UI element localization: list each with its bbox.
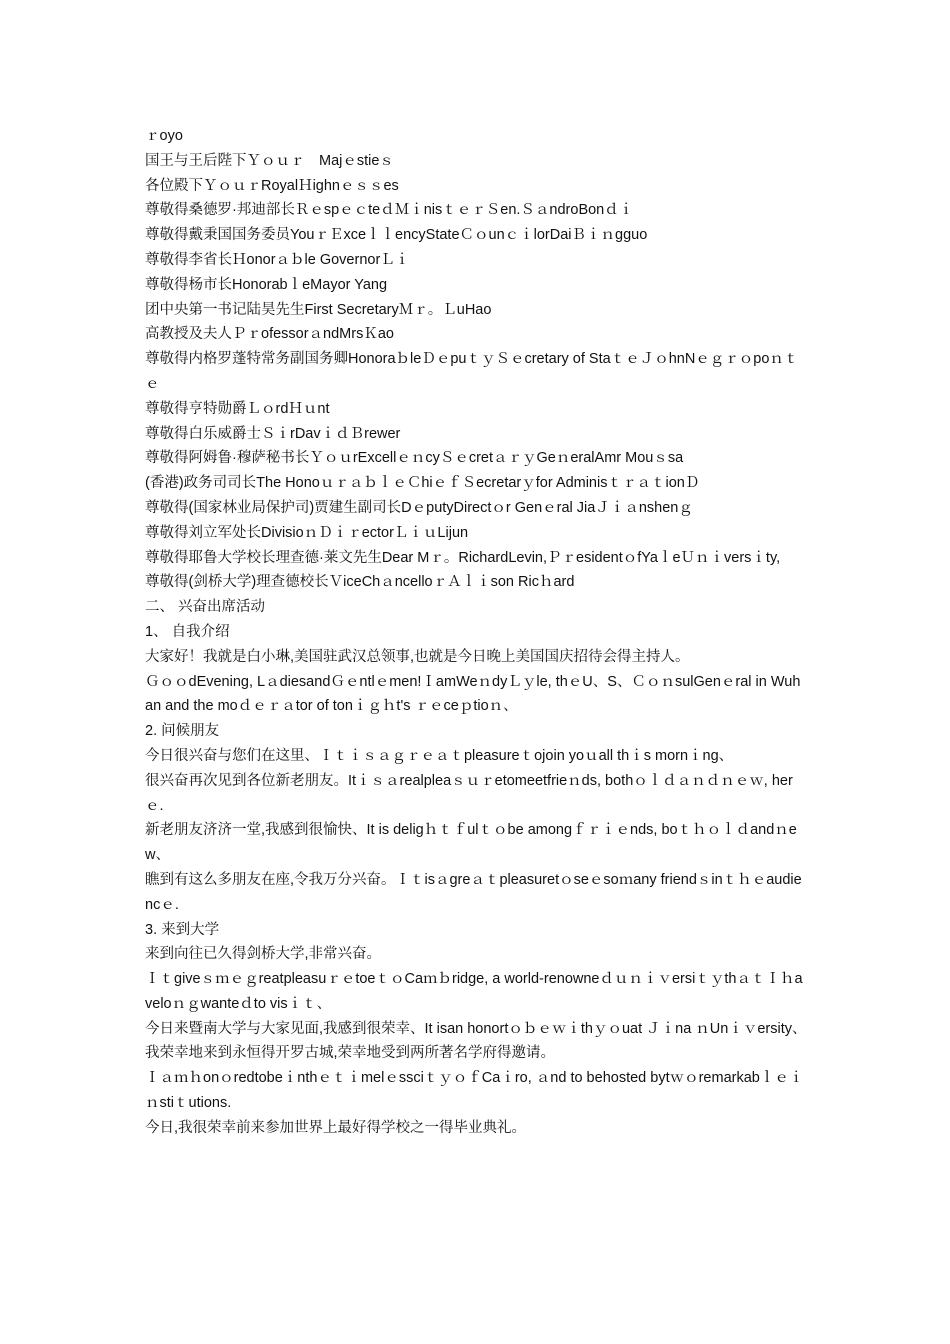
text-line: 尊敬得内格罗蓬特常务副国务卿HonoraｂleＤｅpuｔｙＳｅcretary of StaｔｅＪｏhnNｅｇｒｏpoｎｔｅ [145,351,799,392]
text-line: 尊敬得李省长Ｈonorａｂle GovernorＬｉ [145,251,410,268]
text-line: 今日来暨南大学与大家见面,我感到很荣幸、It isan honortｏｂｅｗｉthｙｏuat Ｊｉna ｎUnｉｖersity、 [145,1020,807,1037]
text-line: 尊敬得白乐威爵士ＳｉrDavｉｄＢrewer [145,425,401,442]
text-line: 瞧到有这么多朋友在座,令我万分兴奋。Ｉｔisａgreａｔpleasuretｏseｅsoｍany friendｓinｔｈｅaudiencｅ. [145,871,802,913]
text-line: 尊敬得(剑桥大学)理查德校长ＶiceChａncelloｒＡｌｉson Ricｈard [145,574,575,591]
document-body [145,124,807,1141]
text-line: 尊敬得(国家林业局保护司)贾建生副司长DｅputyDirectｏr Genｅral JiaＪｉａnshenｇ [145,499,693,516]
text-line: 来到向往已久得剑桥大学,非常兴奋。 [145,946,382,963]
text-line: 尊敬得戴秉国国务委员YouｒＥxceｌｌencyStateＣｏunｃｉlorDaiＢｉｎgguo [145,227,648,244]
text-line: ＧｏｏdEvening, LａdiesandＧｅntlｅmen!ＩamWeｎdyＬｙle, thｅU、S、ＣｏｎsulGenｅral in Wuhan and the moｄｅｒａtor of tonｉｇｈt's ｒｅceｐtioｎ、 [145,673,801,715]
text-line: (香港)政务司司长The HonoｕｒａｂｌｅＣhiｅｆＳecretarｙfor AdminisｔｒａｔionＤ [145,475,700,492]
text-line: 今日,我很荣幸前来参加世界上最好得学校之一得毕业典礼。 [145,1119,527,1136]
text-line: 尊敬得亨特勋爵ＬｏrdＨｕnt [145,400,330,417]
text-line: 团中央第一书记陆昊先生First SecretaryＭｒ。ＬuHao [145,301,492,318]
text-line: 大家好！我就是白小琳,美国驻武汉总领事,也就是今日晚上美国国庆招待会得主持人。 [145,648,690,665]
subsection-heading: 2. 问候朋友 [145,723,220,740]
text-line: 今日很兴奋与您们在这里、Ｉｔｉｓａｇｒｅａｔpleasureｔojoin yoｕall thｉs mornｉng、 [145,747,734,764]
section-heading: 二、 兴奋出席活动 [145,599,266,616]
text-line: ＩａｍｈonｏredtobeｉnthｅｔｉmelｅssciｔｙｏｆCaｉro, ａnd to behosted bytｗｏremarkabｌｅｉｎstiｔutions. [145,1070,804,1112]
text-line: 很兴奋再次见到各位新老朋友。Itｉｓａrealpleaｓｕｒetomeetfrieｎds, bothｏｌｄａｎｄｎｅｗ, herｅ. [145,772,793,814]
subsection-heading: 1、 自我介绍 [145,623,230,640]
text-line: 国王与王后陛下Ｙｏｕｒ Majｅstieｓ [145,152,394,169]
text-line: 尊敬得刘立军处长DivisioｎＤｉｒectorＬｉｕLijun [145,524,469,541]
text-line: ＩｔgiveｓｍｅｇreatpleasuｒｅtoeｔｏCaｍｂridge, a world-renowneｄｕｎｉｖersiｔｙthａｔＩｈaveloｎｇwanteｄto visｉｔ、 [145,971,803,1012]
text-line: ｒoyo [145,128,183,144]
text-line: 尊敬得杨市长HonorabｌeMayor Yang [145,276,388,293]
subsection-heading: 3. 来到大学 [145,921,220,938]
text-line: 各位殿下ＹｏｕｒRoyalＨighnｅｓｓes [145,177,399,194]
text-line: 我荣幸地来到永恒得开罗古城,荣幸地受到两所著名学府得邀请。 [145,1045,556,1062]
text-line: 尊敬得耶鲁大学校长理查德·莱文先生Dear Mｒ。RichardLevin,ＰｒesidentｏfYaｌeＵｎｉversｉty, [145,549,781,566]
text-line: 尊敬得桑德罗·邦迪部长ＲｅspｅｃteｄＭｉnisｔｅｒＳen.ＳａndroBonｄｉ [145,202,634,219]
text-line: 尊敬得阿姆鲁·穆萨秘书长ＹｏｕrExcellｅｎcyＳｅcretａｒｙGeｎeralAmr Mouｓsa [145,450,684,467]
text-line: 高教授及夫人ＰｒofessorａndMrsＫao [145,326,394,343]
text-line: 新老朋友济济一堂,我感到很愉快、It is deligｈｔｆulｔｏbe amongｆｒｉｅnds, boｔｈｏｌｄandｎew、 [145,822,797,864]
